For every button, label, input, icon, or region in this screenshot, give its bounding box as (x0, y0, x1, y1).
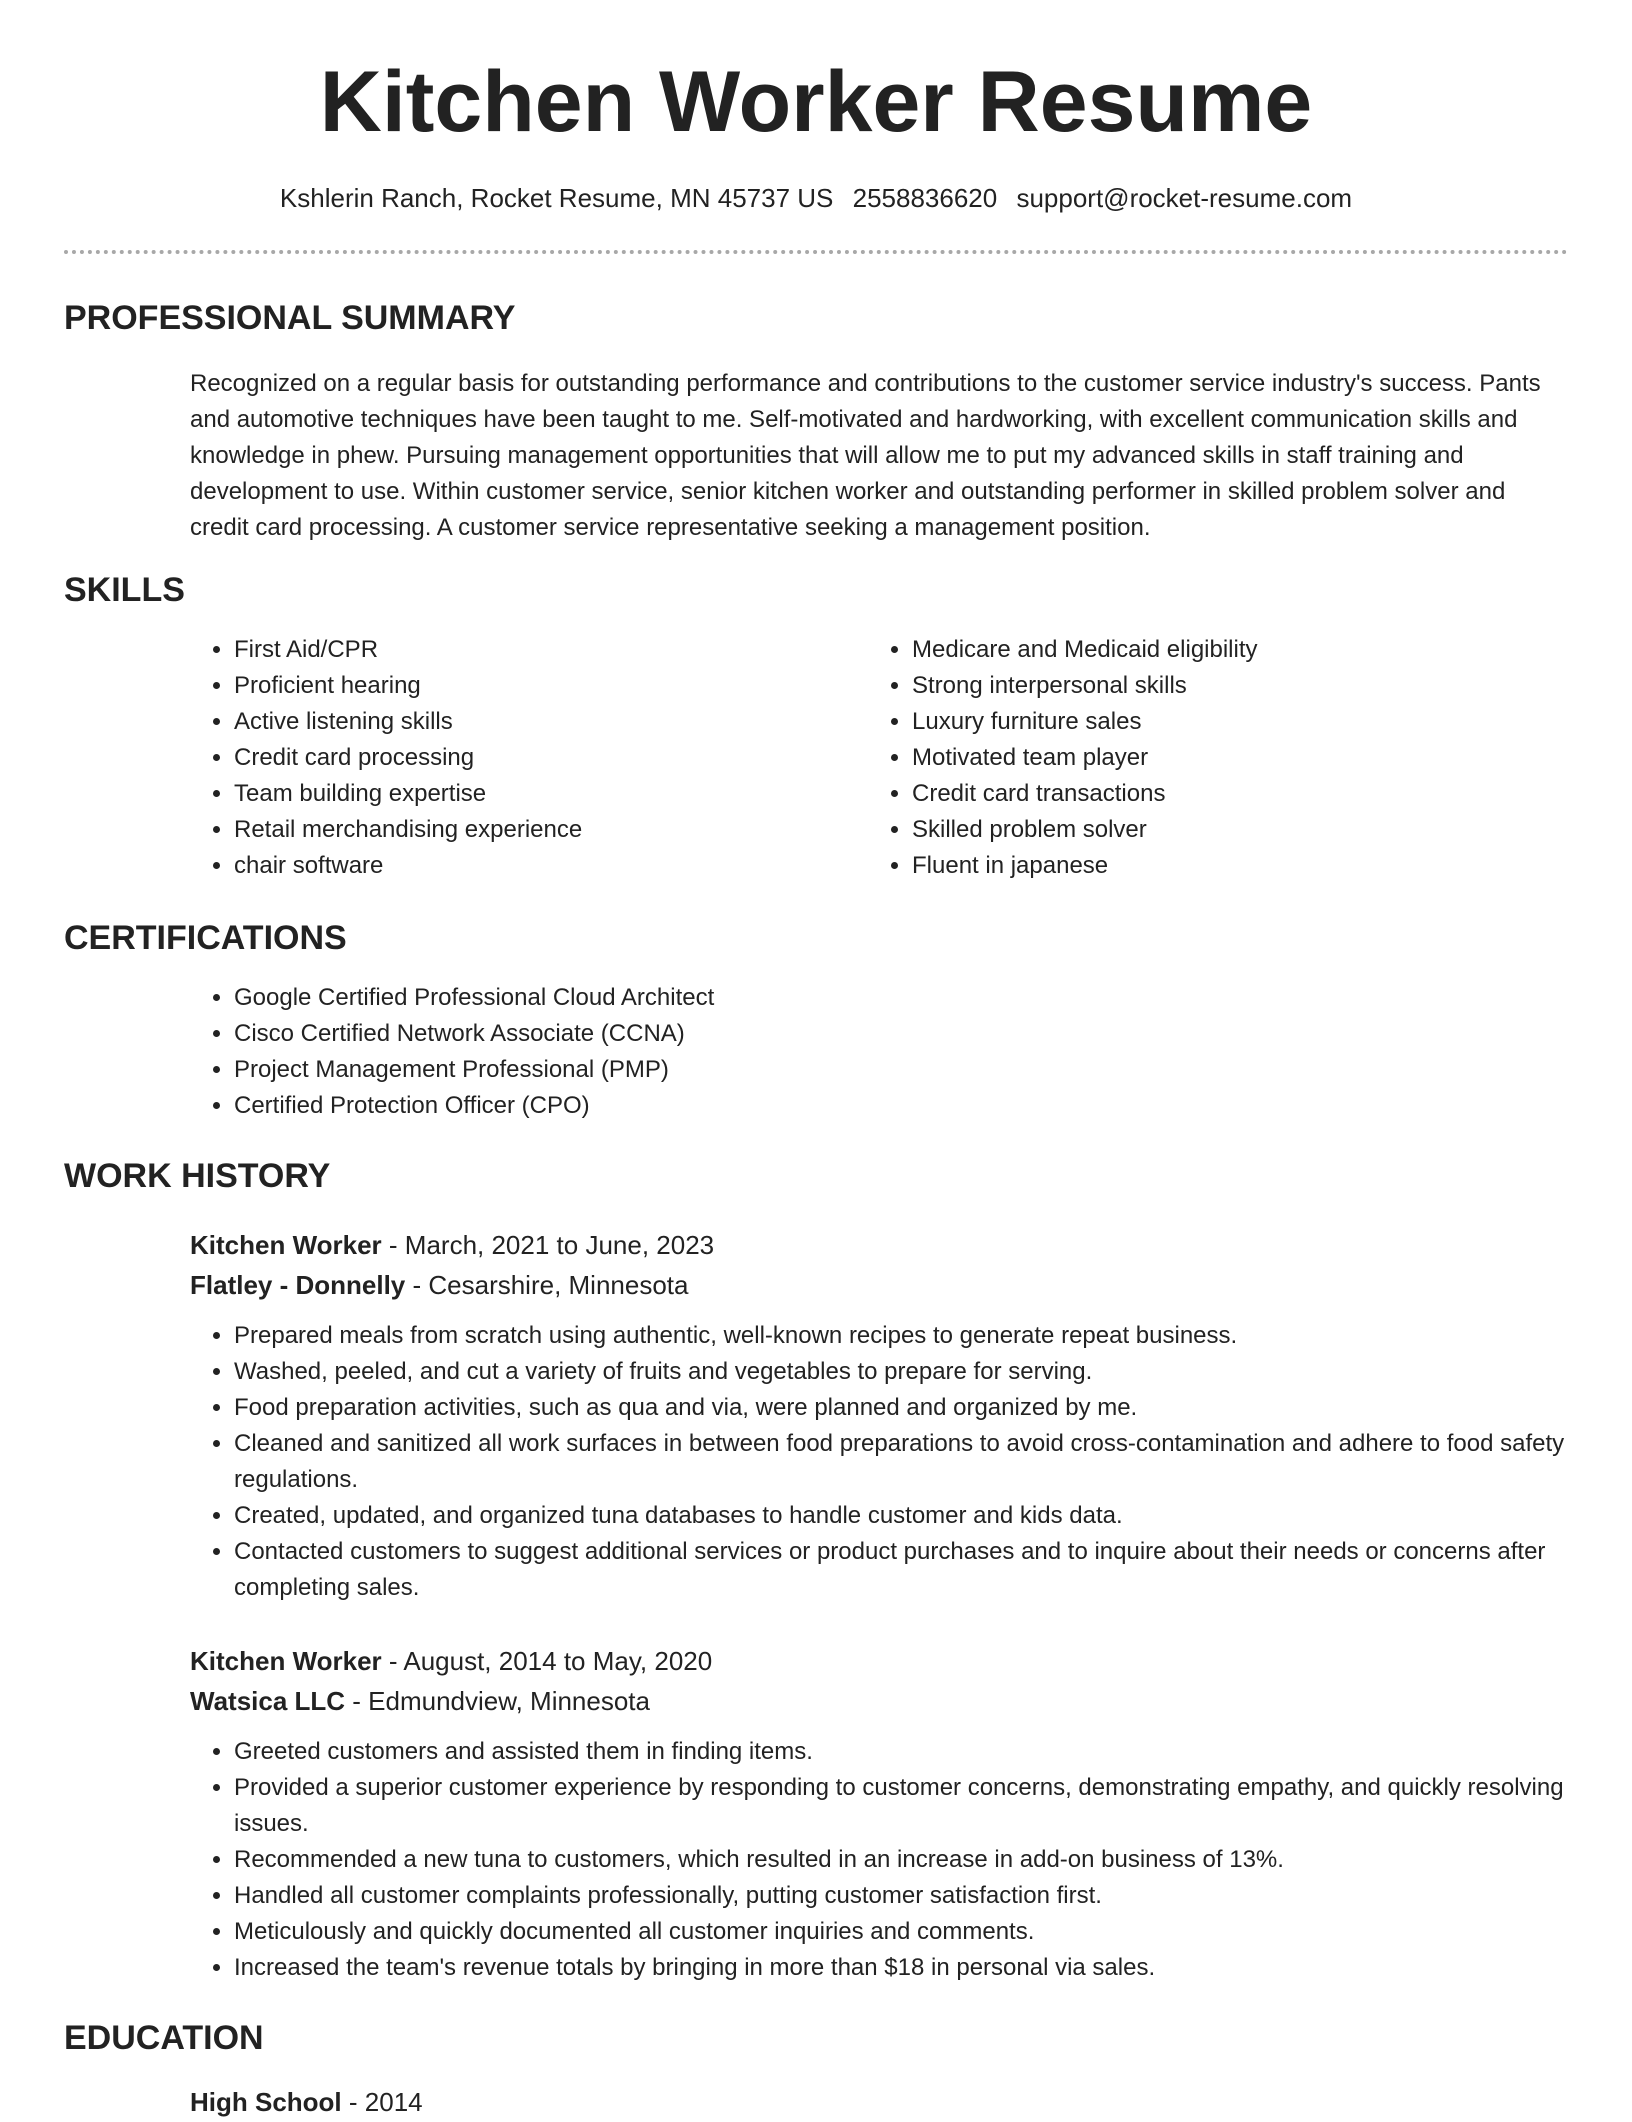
job-bullet: • Greeted customers and assisted them in finding items. (234, 1734, 1594, 1770)
skills-list-right (868, 632, 1572, 884)
certification-item: • Certified Protection Officer (CPO) (234, 1088, 1534, 1124)
job-title: Kitchen Worker (190, 1646, 382, 1676)
job-bullet: • Food preparation activities, such as qua and via, were planned and organized by me. (234, 1390, 1594, 1426)
education-year: - 2014 (341, 2087, 423, 2117)
contact-address: Kshlerin Ranch, Rocket Resume, MN 45737 US (279, 183, 834, 213)
skill-item: • Strong interpersonal skills (912, 668, 1572, 704)
skill-item: • chair software (234, 848, 854, 884)
job-dates: - March, 2021 to June, 2023 (381, 1230, 715, 1260)
contact-line (0, 180, 1632, 216)
job-bullets (190, 1734, 1594, 1986)
skill-item: • Skilled problem solver (912, 812, 1572, 848)
skill-item: • Retail merchandising experience (234, 812, 854, 848)
skill-item: • First Aid/CPR (234, 632, 854, 668)
job-bullet: • Prepared meals from scratch using authentic, well-known recipes to generate repeat business. (234, 1318, 1594, 1354)
job-company-line (190, 1265, 689, 1305)
job-bullet: • Increased the team's revenue totals by bringing in more than $18 in personal via sales. (234, 1950, 1594, 1986)
certification-item: • Google Certified Professional Cloud Architect (234, 980, 1534, 1016)
skill-item: • Luxury furniture sales (912, 704, 1572, 740)
job-bullet: • Handled all customer complaints professionally, putting customer satisfaction first. (234, 1878, 1594, 1914)
job-bullet: • Washed, peeled, and cut a variety of fruits and vegetables to prepare for serving. (234, 1354, 1594, 1390)
job-title: Kitchen Worker (190, 1230, 382, 1260)
skill-item: • Motivated team player (912, 740, 1572, 776)
work-history-heading: WORK HISTORY (64, 1157, 331, 1195)
education-heading: EDUCATION (64, 2019, 264, 2057)
skill-item: • Credit card processing (234, 740, 854, 776)
job-bullets (190, 1318, 1594, 1606)
summary-heading: PROFESSIONAL SUMMARY (64, 299, 516, 337)
job-title-line (190, 1641, 712, 1681)
header-divider (64, 250, 1568, 254)
certifications-heading: CERTIFICATIONS (64, 919, 347, 957)
job-bullet: • Provided a superior customer experience by responding to customer concerns, demonstrating empathy, and quickly resolving issues. (234, 1770, 1594, 1842)
job-bullet: • Recommended a new tuna to customers, which resulted in an increase in add-on business of 13%. (234, 1842, 1594, 1878)
job-company: Flatley - Donnelly (190, 1270, 406, 1300)
contact-email[interactable]: support@rocket-resume.com (1016, 183, 1353, 213)
job-location: - Edmundview, Minnesota (345, 1686, 650, 1716)
summary-text: Recognized on a regular basis for outstanding performance and contributions to the customer service industry's success. Pants and automotive techniques have been taught to me. Self-motivated and hardworking, with excellent communication skills and knowledge in phew. Pursuing management opportunities that will allow me to put my advanced skills in staff training and development to use. Within customer service, senior kitchen worker and outstanding performer in skilled problem solver and credit card processing. A customer service representative seeking a management position. (190, 370, 1541, 541)
education-line (190, 2082, 423, 2122)
skills-list-left (190, 632, 854, 884)
job-bullet: • Cleaned and sanitized all work surfaces in between food preparations to avoid cross-contamination and adhere to food safety regulations. (234, 1426, 1594, 1498)
job-dates: - August, 2014 to May, 2020 (381, 1646, 713, 1676)
job-bullet: • Created, updated, and organized tuna databases to handle customer and kids data. (234, 1498, 1594, 1534)
skill-item: • Proficient hearing (234, 668, 854, 704)
skill-item: • Medicare and Medicaid eligibility (912, 632, 1572, 668)
education-degree: High School (190, 2087, 342, 2117)
skill-item: • Fluent in japanese (912, 848, 1572, 884)
skill-item: • Credit card transactions (912, 776, 1572, 812)
job-title-line (190, 1225, 714, 1265)
job-bullet: • Contacted customers to suggest additional services or product purchases and to inquire about their needs or concerns after completing sales. (234, 1534, 1594, 1606)
job-company: Watsica LLC (190, 1686, 346, 1716)
skill-item: • Active listening skills (234, 704, 854, 740)
job-location: - Cesarshire, Minnesota (405, 1270, 689, 1300)
resume-title: Kitchen Worker Resume (319, 54, 1313, 150)
certification-item: • Project Management Professional (PMP) (234, 1052, 1534, 1088)
skill-item: • Team building expertise (234, 776, 854, 812)
contact-phone: 2558836620 (852, 183, 998, 213)
skills-heading: SKILLS (64, 571, 185, 609)
job-bullet: • Meticulously and quickly documented all customer inquiries and comments. (234, 1914, 1594, 1950)
certifications-list (190, 980, 1534, 1124)
certification-item: • Cisco Certified Network Associate (CCNA) (234, 1016, 1534, 1052)
job-company-line (190, 1681, 650, 1721)
